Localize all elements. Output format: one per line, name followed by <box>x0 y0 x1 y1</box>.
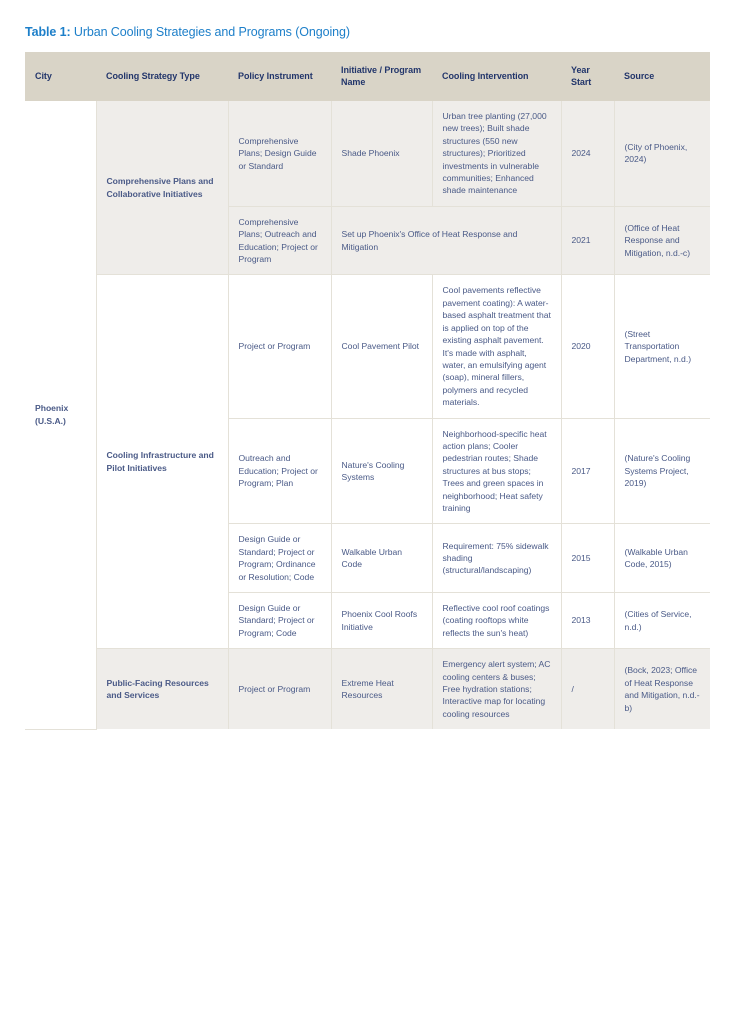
cell-source: (Nature's Cooling Systems Project, 2019) <box>614 418 710 524</box>
column-header-initiative-name: Initiative / Program Name <box>331 52 432 101</box>
column-header-cooling-strategy-type: Cooling Strategy Type <box>96 52 228 101</box>
cell-year-start: 2015 <box>561 524 614 593</box>
table-body <box>25 101 710 729</box>
cell-initiative-name: Extreme Heat Resources <box>331 649 432 730</box>
cell-policy-instrument: Design Guide or Standard; Project or Program; Code <box>228 593 331 649</box>
cell-initiative-name: Phoenix Cool Roofs Initiative <box>331 593 432 649</box>
column-header-city: City <box>25 52 96 101</box>
cell-initiative-name: Set up Phoenix's Office of Heat Response and Mitigation <box>331 206 561 275</box>
cell-source: (Street Transportation Department, n.d.) <box>614 275 710 418</box>
cell-year-start: 2017 <box>561 418 614 524</box>
cell-source: (Office of Heat Response and Mitigation, n.d.-c) <box>614 206 710 275</box>
table-header <box>25 52 710 101</box>
cell-policy-instrument: Comprehensive Plans; Outreach and Education; Project or Program <box>228 206 331 275</box>
cell-initiative-name: Shade Phoenix <box>331 101 432 206</box>
cell-year-start: 2020 <box>561 275 614 418</box>
cell-cooling-intervention: Neighborhood-specific heat action plans; Cooler pedestrian routes; Shade structures at bus stops; Trees and green spaces in neighborhood; Heat safety training <box>432 418 561 524</box>
cell-initiative-name: Cool Pavement Pilot <box>331 275 432 418</box>
cell-policy-instrument: Design Guide or Standard; Project or Program; Ordinance or Resolution; Code <box>228 524 331 593</box>
cell-cooling-intervention: Urban tree planting (27,000 new trees); Built shade structures (550 new structures); Prioritized investments in vulnerable communities; Enhanced shade maintenance <box>432 101 561 206</box>
cell-source: (Bock, 2023; Office of Heat Response and Mitigation, n.d.-b) <box>614 649 710 730</box>
cell-cooling-strategy-type: Public-Facing Resources and Services <box>96 649 228 730</box>
cell-source: (Walkable Urban Code, 2015) <box>614 524 710 593</box>
column-header-year-start: Year Start <box>561 52 614 101</box>
cell-year-start: 2013 <box>561 593 614 649</box>
cell-year-start: / <box>561 649 614 730</box>
column-header-source: Source <box>614 52 710 101</box>
cell-cooling-intervention: Cool pavements reflective pavement coating): A water-based asphalt treatment that is applied on top of the existing asphalt pavement. It's made with asphalt, water, an emulsifying agent (soap), mineral fillers, polymers and recycled materials. <box>432 275 561 418</box>
cell-source: (Cities of Service, n.d.) <box>614 593 710 649</box>
cell-year-start: 2024 <box>561 101 614 206</box>
table-row <box>25 275 710 418</box>
table-caption <box>25 24 710 40</box>
cell-policy-instrument: Comprehensive Plans; Design Guide or Standard <box>228 101 331 206</box>
column-header-policy-instrument: Policy Instrument <box>228 52 331 101</box>
cell-city: Phoenix (U.S.A.) <box>25 101 96 729</box>
cell-policy-instrument: Project or Program <box>228 649 331 730</box>
cell-cooling-intervention: Requirement: 75% sidewalk shading (structural/landscaping) <box>432 524 561 593</box>
column-header-cooling-intervention: Cooling Intervention <box>432 52 561 101</box>
table-caption-text: Urban Cooling Strategies and Programs (Ongoing) <box>70 25 350 39</box>
cell-source: (City of Phoenix, 2024) <box>614 101 710 206</box>
cell-initiative-name: Nature's Cooling Systems <box>331 418 432 524</box>
cell-year-start: 2021 <box>561 206 614 275</box>
table-header-row <box>25 52 710 101</box>
cell-cooling-intervention: Reflective cool roof coatings (coating rooftops white reflects the sun's heat) <box>432 593 561 649</box>
cell-initiative-name: Walkable Urban Code <box>331 524 432 593</box>
cell-cooling-strategy-type: Cooling Infrastructure and Pilot Initiatives <box>96 275 228 649</box>
table-row <box>25 101 710 206</box>
cooling-strategies-table <box>25 52 710 730</box>
cell-policy-instrument: Outreach and Education; Project or Program; Plan <box>228 418 331 524</box>
cell-policy-instrument: Project or Program <box>228 275 331 418</box>
table-row <box>25 649 710 730</box>
cell-cooling-intervention: Emergency alert system; AC cooling centers & buses; Free hydration stations; Interactive map for locating cooling resources <box>432 649 561 730</box>
cell-cooling-strategy-type: Comprehensive Plans and Collaborative Initiatives <box>96 101 228 275</box>
table-caption-label: Table 1: <box>25 25 71 39</box>
